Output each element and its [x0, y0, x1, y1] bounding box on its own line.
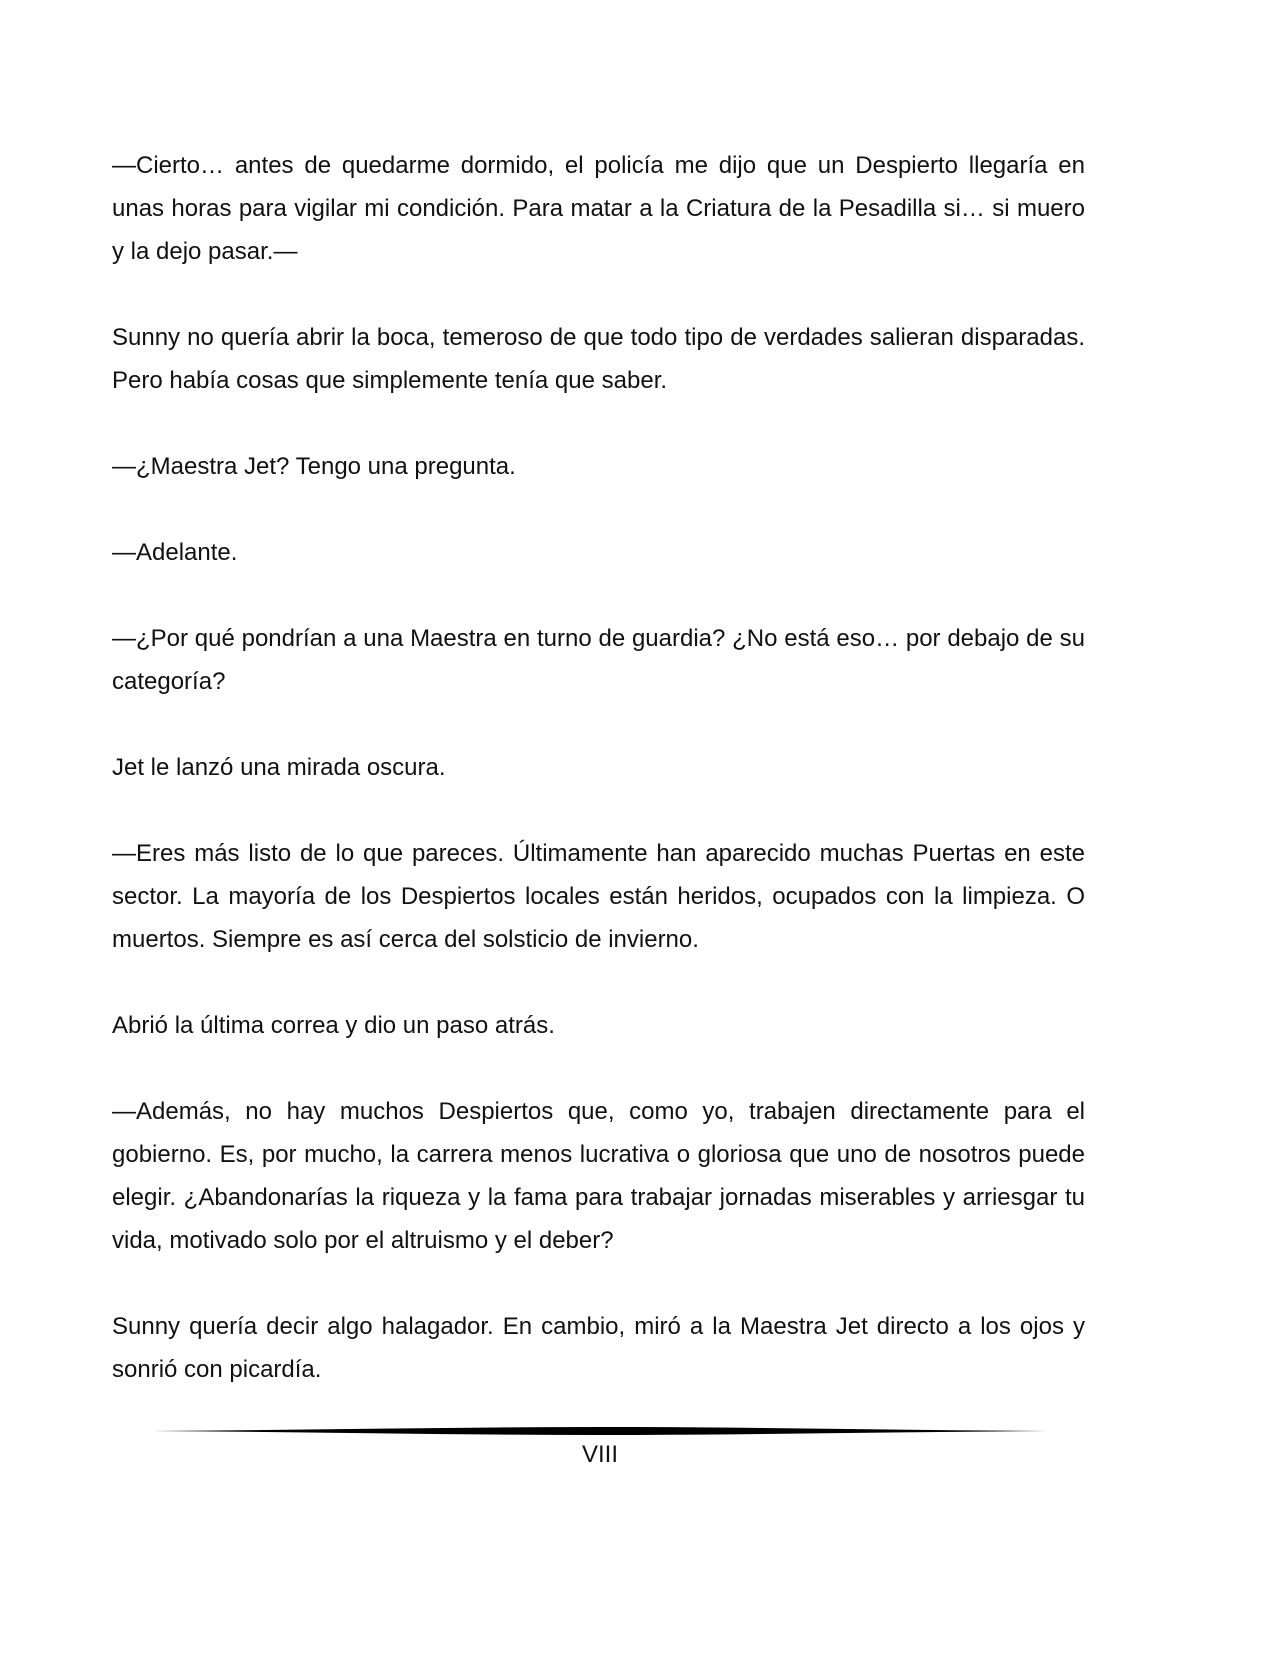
- paragraph-10: Sunny quería decir algo halagador. En cambio, miró a la Maestra Jet directo a los ojos y sonrió con picardía.: [112, 1313, 1085, 1383]
- page-number: VIII: [581, 1441, 618, 1468]
- paragraph-2: Sunny no quería abrir la boca, temeroso de que todo tipo de verdades salieran disparadas. Pero había cosas que simplemente tenía que saber.: [112, 324, 1085, 394]
- footer-divider: [152, 1426, 1048, 1436]
- paragraph-9: —Además, no hay muchos Despiertos que, como yo, trabajen directamente para el gobierno. Es, por mucho, la carrera menos lucrativa o gloriosa que uno de nosotros puede elegir. ¿Abandonarías la riqueza y la fama para trabajar jornadas miserables y arriesgar tu vida, motivado solo por el altruismo y el deber?: [112, 1098, 1085, 1254]
- paragraph-1: —Cierto… antes de quedarme dormido, el policía me dijo que un Despierto llegaría en unas horas para vigilar mi condición. Para matar a la Criatura de la Pesadilla si… si muero y la dejo pasar.—: [112, 152, 1085, 265]
- paragraph-8: Abrió la última correa y dio un paso atrás.: [112, 1012, 555, 1039]
- paragraph-4: —Adelante.: [112, 539, 238, 566]
- paragraph-5: —¿Por qué pondrían a una Maestra en turno de guardia? ¿No está eso… por debajo de su categoría?: [112, 625, 1085, 695]
- paragraph-6: Jet le lanzó una mirada oscura.: [112, 754, 446, 781]
- paragraph-7: —Eres más listo de lo que pareces. Últimamente han aparecido muchas Puertas en este sector. La mayoría de los Despiertos locales están heridos, ocupados con la limpieza. O muertos. Siempre es así cerca del solsticio de invierno.: [112, 840, 1085, 953]
- document-body: [112, 144, 1085, 1391]
- paragraph-3: —¿Maestra Jet? Tengo una pregunta.: [112, 453, 516, 480]
